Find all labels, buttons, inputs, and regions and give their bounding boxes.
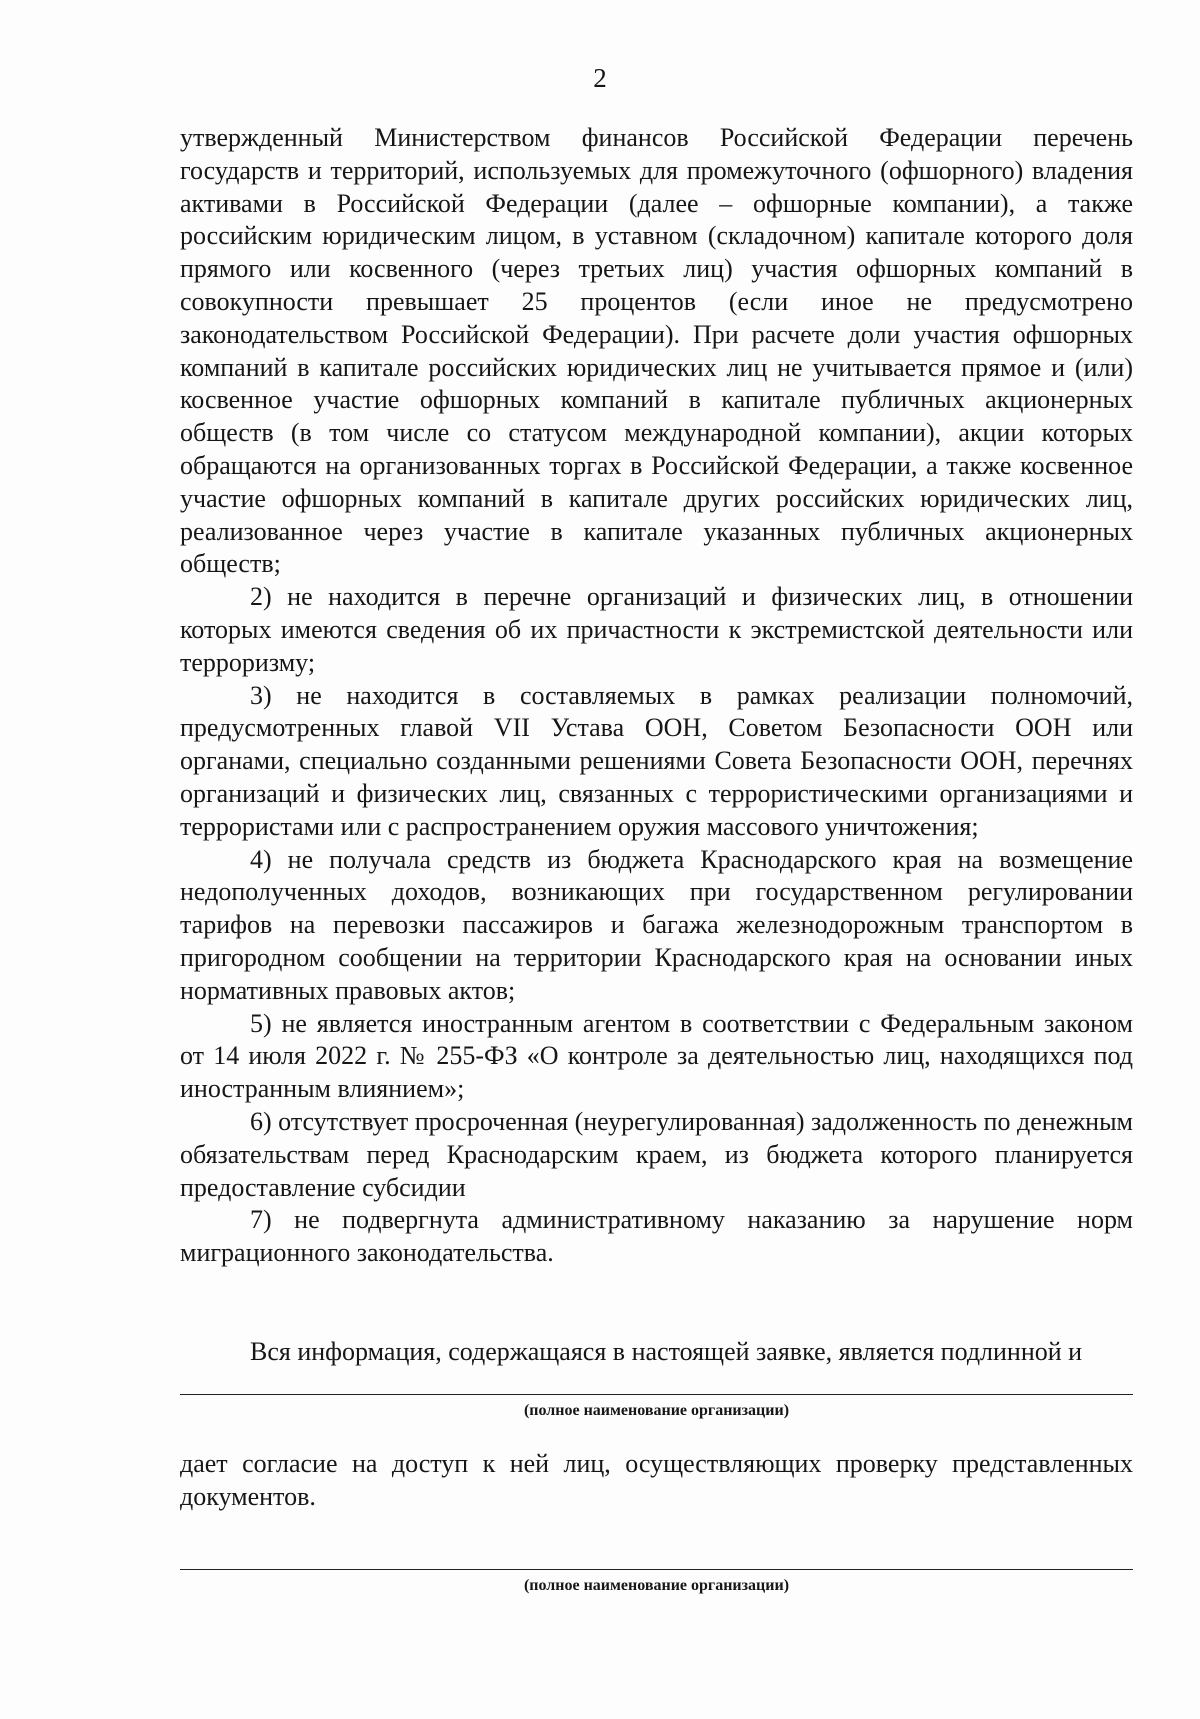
paragraph-item-5: 5) не является иностранным агентом в соответствии с Федеральным законом от 14 июля 2022 г. № 255-ФЗ «О контроле за деятельностью лиц, находящихся под иностранным влиянием»; [180,1008,1133,1104]
organization-signature-caption: (полное наименование организации) [523,1577,790,1594]
body-text [180,122,1133,1270]
organization-name-line [180,1394,1133,1395]
paragraph-offshore-criteria: утвержденный Министерством финансов Российской Федерации перечень государств и территорий, используемых для промежуточного (офшорного) владения активами в Российской Федерации (далее – офшорные компании), а также российским юридическим лицом, в уставном (складочном) капитале которого доля прямого или косвенного (через третьих лиц) участия офшорных компаний в совокупности превышает 25 процентов (если иное не предусмотрено законодательством Российской Федерации). При расчете доли участия офшорных компаний в капитале российских юридических лиц не учитывается прямое и (или) косвенное участие офшорных компаний в капитале публичных акционерных обществ (в том числе со статусом международной компании), акции которых обращаются на организованных торгах в Российской Федерации, а также косвенное участие офшорных компаний в капитале других российских юридических лиц, реализованное через участие в капитале указанных публичных акционерных обществ; [180,123,1133,579]
paragraph-item-4: 4) не получала средств из бюджета Краснодарского края на возмещение недополученных доходов, возникающих при государственном регулировании тарифов на перевозки пассажиров и багажа железнодорожным транспортом в пригородном сообщении на территории Краснодарского края на основании иных нормативных правовых актов; [180,844,1133,1005]
paragraph-item-6: 6) отсутствует просроченная (неурегулированная) задолженность по денежным обязательствам перед Краснодарским краем, из бюджета которого планируется предоставление субсидии [180,1106,1133,1202]
paragraph-item-2: 2) не находится в перечне организаций и физических лиц, в отношении которых имеются сведения об их причастности к экстремистской деятельности или терроризму; [180,582,1133,677]
page-number: 2 [593,63,607,93]
consent-text: дает согласие на доступ к ней лиц, осуществляющих проверку представленных документов. [180,1449,1133,1511]
organization-signature-line [180,1569,1133,1570]
paragraph-item-7: 7) не подвергнута административному наказанию за нарушение норм миграционного законодательства. [180,1205,1133,1268]
organization-name-caption: (полное наименование организации) [523,1402,790,1419]
declaration-text: Вся информация, содержащаяся в настоящей заявке, является подлинной и [250,1337,1083,1366]
paragraph-item-3: 3) не находится в составляемых в рамках реализации полномочий, предусмотренных главой VII Устава ООН, Советом Безопасности ООН или органами, специально созданными решениями Совета Безопасности ООН, перечнях организаций и физических лиц, связанных с террористическими организациями и террористами или с распространением оружия массового уничтожения; [180,680,1133,841]
